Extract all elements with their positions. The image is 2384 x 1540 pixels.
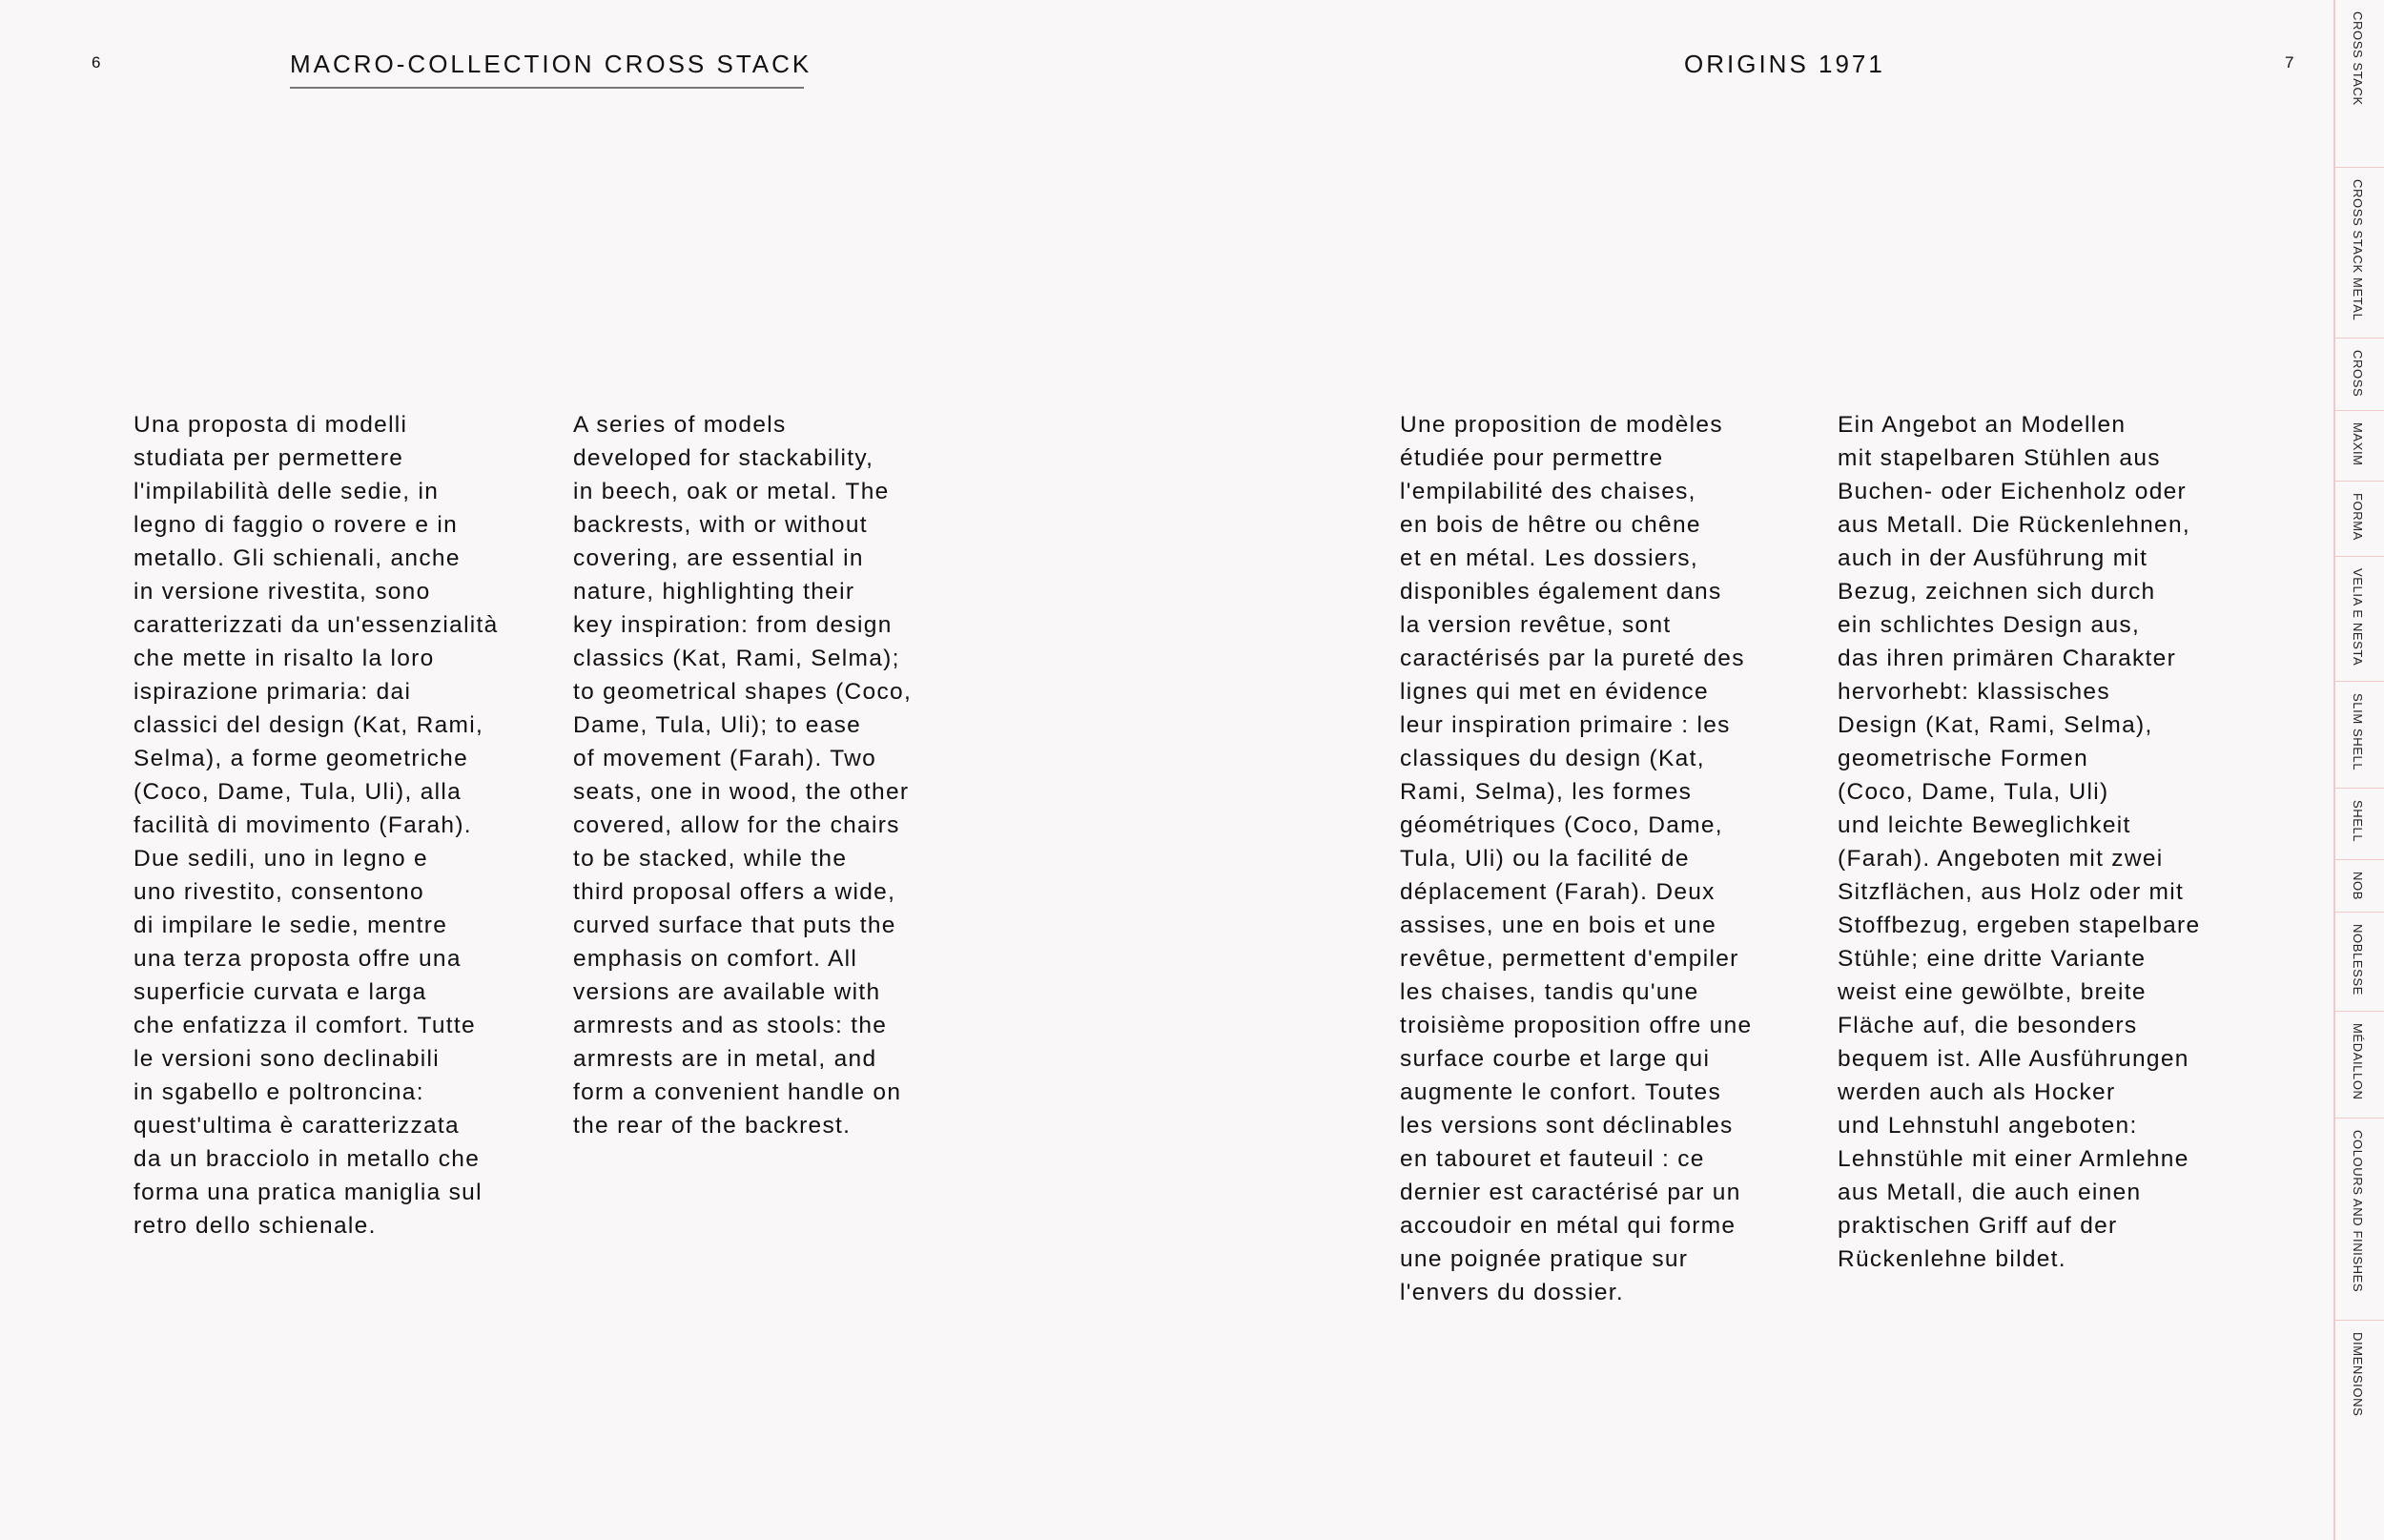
text-line: covering, are essential in <box>573 545 864 571</box>
text-line: en bois de hêtre ou chêne <box>1400 512 1701 538</box>
text-line: facilità di movimento (Farah). <box>134 812 472 838</box>
text-line: quest'ultima è caratterizzata <box>134 1113 460 1139</box>
sidebar-tab-label: CROSS <box>2351 350 2365 398</box>
text-line: praktischen Griff auf der <box>1838 1213 2118 1239</box>
text-line: retro dello schienale. <box>134 1213 377 1239</box>
text-line: Stoffbezug, ergeben stapelbare <box>1838 913 2201 938</box>
text-line: l'impilabilità delle sedie, in <box>134 479 440 504</box>
text-line: armrests are in metal, and <box>573 1046 877 1072</box>
sidebar-tab-cross-stack[interactable] <box>2335 0 2384 167</box>
text-line: und leichte Beweglichkeit <box>1838 812 2131 838</box>
text-line: disponibles également dans <box>1400 579 1722 605</box>
text-line: das ihren primären Charakter <box>1838 646 2177 671</box>
sidebar-tab-m-daillon[interactable] <box>2335 1011 2384 1118</box>
text-line: Rami, Selma), les formes <box>1400 779 1693 805</box>
text-line: Tula, Uli) ou la facilité de <box>1400 846 1690 872</box>
text-line: curved surface that puts the <box>573 913 896 938</box>
text-line: Rückenlehne bildet. <box>1838 1246 2066 1272</box>
text-line: developed for stackability, <box>573 445 874 471</box>
text-line: da un bracciolo in metallo che <box>134 1146 481 1172</box>
text-line: superficie curvata e larga <box>134 979 427 1005</box>
text-line: in beech, oak or metal. The <box>573 479 890 504</box>
sidebar-tab-colours-and-finishes[interactable] <box>2335 1118 2384 1320</box>
text-line: the rear of the backrest. <box>573 1113 852 1139</box>
sidebar-tab-label: SHELL <box>2351 800 2365 843</box>
sidebar-tab-noblesse[interactable] <box>2335 912 2384 1011</box>
text-line: hervorhebt: klassisches <box>1838 679 2110 705</box>
text-line: Una proposta di modelli <box>134 412 408 438</box>
text-line: la version revêtue, sont <box>1400 612 1672 638</box>
text-line: in versione rivestita, sono <box>134 579 431 605</box>
text-line: seats, one in wood, the other <box>573 779 910 805</box>
text-line: surface courbe et large qui <box>1400 1046 1711 1072</box>
text-line: les chaises, tandis qu'une <box>1400 979 1699 1005</box>
german-text <box>1838 408 2200 1276</box>
text-line: et en métal. Les dossiers, <box>1400 545 1698 571</box>
text-line: bequem ist. Alle Ausführungen <box>1838 1046 2189 1072</box>
text-line: backrests, with or without <box>573 512 868 538</box>
text-line: caratterizzati da un'essenzialità <box>134 612 499 638</box>
text-line: key inspiration: from design <box>573 612 893 638</box>
text-line: che mette in risalto la loro <box>134 646 435 671</box>
text-line: uno rivestito, consentono <box>134 879 424 905</box>
sidebar-tab-label: CROSS STACK <box>2351 11 2365 106</box>
text-line: versions are available with <box>573 979 881 1005</box>
text-line: Selma), a forme geometriche <box>134 746 469 771</box>
text-line: troisième proposition offre une <box>1400 1013 1753 1038</box>
text-line: A series of models <box>573 412 787 438</box>
text-line: Design (Kat, Rami, Selma), <box>1838 712 2153 738</box>
text-line: Dame, Tula, Uli); to ease <box>573 712 862 738</box>
sidebar-tab-label: SLIM SHELL <box>2351 693 2365 771</box>
text-line: che enfatizza il comfort. Tutte <box>134 1013 476 1038</box>
sidebar-tab-label: MAXIM <box>2351 422 2365 466</box>
text-line: classics (Kat, Rami, Selma); <box>573 646 900 671</box>
text-line: caractérisés par la pureté des <box>1400 646 1745 671</box>
text-line: auch in der Ausführung mit <box>1838 545 2148 571</box>
text-line: of movement (Farah). Two <box>573 746 877 771</box>
page-number-right: 7 <box>2285 53 2294 72</box>
sidebar-tab-cross[interactable] <box>2335 338 2384 410</box>
sidebar-tab-label: FORMA <box>2351 493 2365 541</box>
text-line: nature, highlighting their <box>573 579 855 605</box>
english-text <box>573 408 912 1142</box>
text-line: legno di faggio o rovere e in <box>134 512 459 538</box>
italian-text <box>134 408 499 1242</box>
text-line: dernier est caractérisé par un <box>1400 1180 1741 1205</box>
text-line: assises, une en bois et une <box>1400 913 1717 938</box>
text-line: classiques du design (Kat, <box>1400 746 1705 771</box>
text-line: Bezug, zeichnen sich durch <box>1838 579 2156 605</box>
sidebar-tab-label: DIMENSIONS <box>2351 1332 2365 1417</box>
text-line: (Coco, Dame, Tula, Uli) <box>1838 779 2109 805</box>
text-line: weist eine gewölbte, breite <box>1838 979 2147 1005</box>
text-line: to be stacked, while the <box>573 846 848 872</box>
text-line: déplacement (Farah). Deux <box>1400 879 1716 905</box>
text-line: und Lehnstuhl angeboten: <box>1838 1113 2138 1139</box>
text-line: third proposal offers a wide, <box>573 879 896 905</box>
sidebar-tab-velia-e-nesta[interactable] <box>2335 556 2384 681</box>
text-line: metallo. Gli schienali, anche <box>134 545 461 571</box>
text-line: aus Metall. Die Rückenlehnen, <box>1838 512 2190 538</box>
text-line: Buchen- oder Eichenholz oder <box>1838 479 2188 504</box>
text-line: di impilare le sedie, mentre <box>134 913 448 938</box>
text-line: Lehnstühle mit einer Armlehne <box>1838 1146 2189 1172</box>
page-number-left: 6 <box>92 53 101 72</box>
text-line: Ein Angebot an Modellen <box>1838 412 2127 438</box>
text-line: augmente le confort. Toutes <box>1400 1079 1722 1105</box>
sidebar-tab-label: CROSS STACK METAL <box>2351 179 2365 321</box>
sidebar-tab-maxim[interactable] <box>2335 410 2384 481</box>
text-line: Fläche auf, die besonders <box>1838 1013 2138 1038</box>
text-line: covered, allow for the chairs <box>573 812 900 838</box>
text-line: forma una pratica maniglia sul <box>134 1180 483 1205</box>
text-line: geometrische Formen <box>1838 746 2088 771</box>
text-line: l'empilabilité des chaises, <box>1400 479 1696 504</box>
text-line: to geometrical shapes (Coco, <box>573 679 913 705</box>
sidebar-tab-label: COLOURS AND FINISHES <box>2351 1130 2365 1293</box>
text-line: étudiée pour permettre <box>1400 445 1664 471</box>
text-line: Due sedili, uno in legno e <box>134 846 428 872</box>
text-line: (Coco, Dame, Tula, Uli), alla <box>134 779 462 805</box>
sidebar-tab-shell[interactable] <box>2335 788 2384 859</box>
french-text <box>1400 408 1752 1309</box>
text-line: werden auch als Hocker <box>1838 1079 2116 1105</box>
section-title: MACRO-COLLECTION CROSS STACK <box>290 50 804 89</box>
sidebar-tabs <box>2333 0 2384 1540</box>
sidebar-tab-label: NOB <box>2351 872 2365 900</box>
text-line: le versioni sono declinabili <box>134 1046 441 1072</box>
text-line: Une proposition de modèles <box>1400 412 1723 438</box>
text-line: in sgabello e poltroncina: <box>134 1079 424 1105</box>
text-line: lignes qui met en évidence <box>1400 679 1709 705</box>
text-line: Sitzflächen, aus Holz oder mit <box>1838 879 2185 905</box>
text-line: ispirazione primaria: dai <box>134 679 412 705</box>
text-line: emphasis on comfort. All <box>573 946 858 972</box>
sidebar-tab-slim-shell[interactable] <box>2335 681 2384 788</box>
text-line: mit stapelbaren Stühlen aus <box>1838 445 2161 471</box>
text-line: accoudoir en métal qui forme <box>1400 1213 1737 1239</box>
section-subtitle: ORIGINS 1971 <box>1684 50 1885 78</box>
sidebar-tab-nob[interactable] <box>2335 859 2384 912</box>
text-line: form a convenient handle on <box>573 1079 902 1105</box>
text-line: les versions sont déclinables <box>1400 1113 1734 1139</box>
sidebar-tab-label: MÉDAILLON <box>2351 1023 2365 1100</box>
text-line: una terza proposta offre una <box>134 946 462 972</box>
text-line: aus Metall, die auch einen <box>1838 1180 2142 1205</box>
text-line: classici del design (Kat, Rami, <box>134 712 484 738</box>
text-line: ein schlichtes Design aus, <box>1838 612 2141 638</box>
text-line: Stühle; eine dritte Variante <box>1838 946 2147 972</box>
sidebar-tab-label: NOBLESSE <box>2351 924 2365 996</box>
text-line: l'envers du dossier. <box>1400 1280 1624 1305</box>
text-line: une poignée pratique sur <box>1400 1246 1689 1272</box>
text-line: leur inspiration primaire : les <box>1400 712 1731 738</box>
sidebar-tab-forma[interactable] <box>2335 481 2384 556</box>
text-line: en tabouret et fauteuil : ce <box>1400 1146 1705 1172</box>
text-line: studiata per permettere <box>134 445 404 471</box>
text-line: (Farah). Angeboten mit zwei <box>1838 846 2164 872</box>
text-line: armrests and as stools: the <box>573 1013 888 1038</box>
text-line: géométriques (Coco, Dame, <box>1400 812 1723 838</box>
text-line: revêtue, permettent d'empiler <box>1400 946 1739 972</box>
sidebar-tab-cross-stack-metal[interactable] <box>2335 167 2384 338</box>
sidebar-tab-dimensions[interactable] <box>2335 1320 2384 1540</box>
sidebar-tab-label: VELIA E NESTA <box>2351 568 2365 667</box>
